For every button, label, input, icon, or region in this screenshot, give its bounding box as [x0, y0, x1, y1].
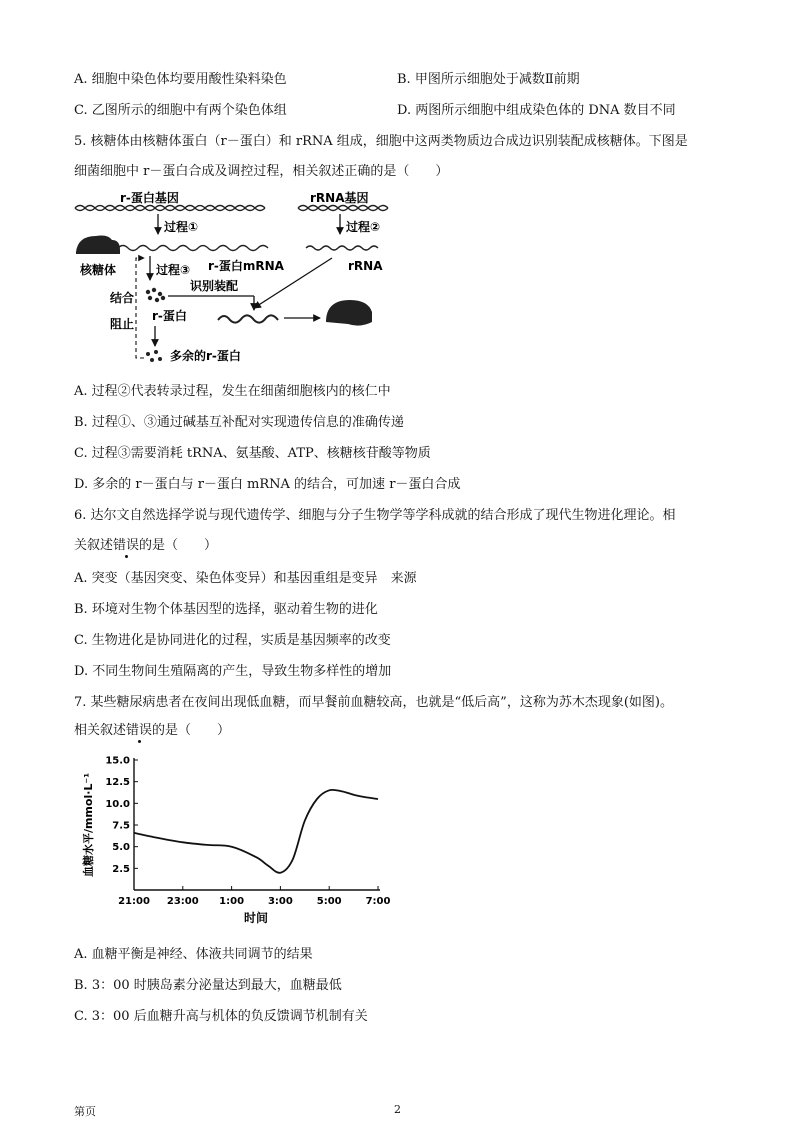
q7-stem-line2: 相关叙述错误的是（ ） — [74, 723, 231, 738]
x-tick-label: 21:00 — [118, 896, 150, 907]
label-combine: 结合 — [110, 291, 135, 305]
ribosome-icon — [76, 236, 120, 255]
label-ribosome: 核糖体 — [80, 263, 117, 277]
label-assembly: 识别装配 — [190, 279, 239, 293]
label-block: 阻止 — [110, 317, 135, 331]
q4-option-d: D. 两图所示细胞中组成染色体的 DNA 数目不同 — [397, 103, 676, 118]
emphasis-wrong: 错误 — [113, 538, 140, 553]
footer-page-label: 第页 — [74, 1105, 96, 1118]
label-process1: 过程① — [164, 220, 199, 234]
q6-option-d: D. 不同生物间生殖隔离的产生，导致生物多样性的增加 — [74, 664, 392, 679]
y-tick-label: 2.5 — [112, 863, 130, 875]
y-tick-label: 15.0 — [105, 755, 130, 767]
q5-option-c: C. 过程③需要消耗 tRNA、氨基酸、ATP、核糖核苷酸等物质 — [74, 446, 431, 461]
label-rrna: rRNA — [348, 259, 383, 273]
r-gene-dna — [75, 206, 265, 211]
x-tick-label: 3:00 — [267, 896, 293, 907]
r-mrna-strand — [118, 246, 268, 251]
blood-glucose-chart — [72, 754, 402, 932]
q5-stem-line2: 细菌细胞中 r－蛋白合成及调控过程，相关叙述正确的是（ ） — [74, 164, 449, 179]
label-r-mrna: r-蛋白mRNA — [208, 259, 284, 273]
excess-protein-dots — [146, 350, 162, 362]
label-process2: 过程② — [346, 220, 381, 234]
q5-option-d: D. 多余的 r－蛋白与 r－蛋白 mRNA 的结合，可加速 r－蛋白合成 — [74, 477, 461, 492]
label-r-gene: r-蛋白基因 — [120, 191, 179, 205]
assembly-complex — [218, 315, 278, 322]
q5-stem-line1: 5. 核糖体由核糖体蛋白（r－蛋白）和 rRNA 组成，细胞中这两类物质边合成边识别装配成核糖体。下图是 — [74, 134, 688, 149]
x-axis-label: 时间 — [243, 911, 269, 925]
y-tick-label: 7.5 — [112, 820, 130, 832]
x-tick-label: 5:00 — [316, 896, 342, 907]
y-tick-label: 12.5 — [105, 777, 130, 789]
label-process3: 过程③ — [156, 263, 191, 277]
q6-stem-line1: 6. 达尔文自然选择学说与现代遗传学、细胞与分子生物学等学科成就的结合形成了现代生物进化理论。相 — [74, 508, 676, 523]
label-r-protein: r-蛋白 — [152, 309, 187, 323]
emphasis-wrong: 错误 — [126, 723, 153, 738]
label-excess-protein: 多余的r-蛋白 — [170, 349, 241, 363]
rrna-strand — [306, 246, 378, 250]
q4-option-c: C. 乙图所示的细胞中有两个染色体组 — [74, 103, 287, 118]
q6-option-b: B. 环境对生物个体基因型的选择，驱动着生物的进化 — [74, 602, 378, 617]
q4-option-b: B. 甲图所示细胞处于减数Ⅱ前期 — [397, 72, 580, 87]
q6-option-c: C. 生物进化是协同进化的过程，实质是基因频率的改变 — [74, 633, 391, 648]
q7-option-a: A. 血糖平衡是神经、体液共同调节的结果 — [74, 947, 313, 962]
q5-option-a: A. 过程②代表转录过程，发生在细菌细胞核内的核仁中 — [74, 384, 391, 399]
x-tick-label: 23:00 — [166, 896, 199, 907]
mature-ribosome-icon — [326, 300, 372, 326]
rrna-gene-dna — [298, 206, 388, 211]
q6-option-a: A. 突变（基因突变、染色体变异）和基因重组是变异 来源 — [74, 571, 417, 586]
q7-option-b: B. 3：00 时胰岛素分泌量达到最大，血糖最低 — [74, 978, 342, 993]
y-tick-label: 5.0 — [112, 842, 130, 854]
r-protein-cluster — [146, 288, 165, 302]
y-axis-label: 血糖水平/mmol·L⁻¹ — [82, 772, 95, 878]
ribosome-synthesis-diagram — [70, 188, 400, 370]
q7-stem-line1: 7. 某些糖尿病患者在夜间出现低血糖，而早餐前血糖较高，也就是“低后高”，这称为苏木杰现象(如图)。 — [74, 695, 673, 710]
q6-stem-line2: 关叙述错误的是（ ） — [74, 538, 218, 553]
label-rrna-gene: rRNA基因 — [310, 191, 369, 205]
x-tick-label: 1:00 — [219, 896, 245, 907]
q5-option-b: B. 过程①、③通过碱基互补配对实现遗传信息的准确传递 — [74, 415, 404, 430]
footer-page-number: 2 — [394, 1103, 401, 1116]
x-tick-label: 7:00 — [365, 896, 391, 907]
glucose-series-line — [134, 790, 378, 873]
y-tick-label: 10.0 — [105, 798, 130, 810]
q4-option-a: A. 细胞中染色体均要用酸性染料染色 — [74, 72, 287, 87]
q7-option-c: C. 3：00 后血糖升高与机体的负反馈调节机制有关 — [74, 1009, 368, 1024]
